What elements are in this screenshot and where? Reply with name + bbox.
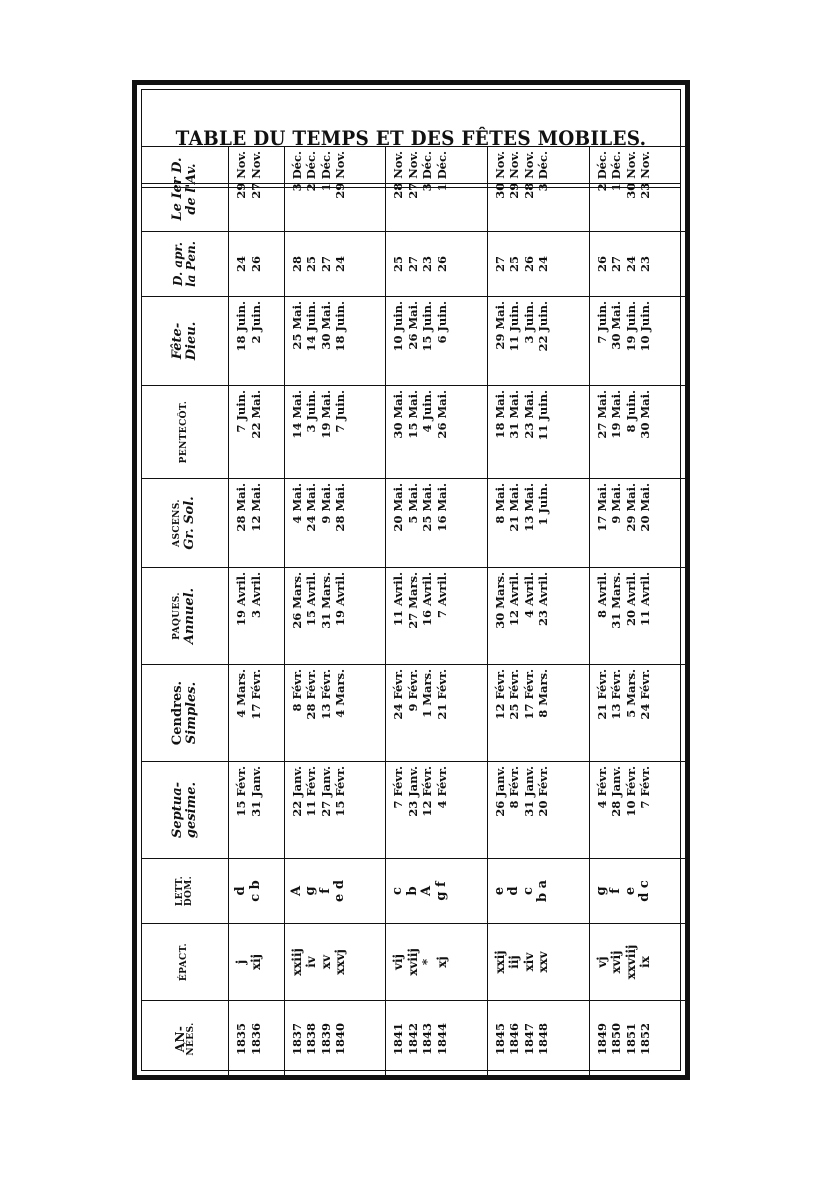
dim-apres-pent-value: 25 xyxy=(391,256,406,273)
fete-dieu-value: 7 Juin. xyxy=(594,301,609,344)
cendres-value: 24 Févr. xyxy=(638,669,653,720)
letter-cell xyxy=(386,859,488,924)
premier-avent-value: 28 Nov. xyxy=(521,151,536,199)
paques-value: 31 Mars. xyxy=(609,572,624,629)
epact-value: iv xyxy=(304,956,319,968)
cendres-value: 17 Févr. xyxy=(521,669,536,720)
paques-value: 27 Mars. xyxy=(405,572,420,629)
epact-value: xv xyxy=(318,954,333,970)
letter-cell xyxy=(487,859,589,924)
premier-avent-value: 1 Déc. xyxy=(434,151,449,192)
fete-dieu-value: 29 Mai. xyxy=(492,301,507,350)
ascension-cell xyxy=(229,479,285,568)
ascension-value: 9 Mai. xyxy=(318,483,333,524)
fete-dieu-value: 25 Mai. xyxy=(289,301,304,350)
premier-avent-value: 3 Déc. xyxy=(536,151,551,192)
ascension-value: 20 Mai. xyxy=(391,483,406,532)
septuagesime-value: 31 Janv. xyxy=(521,766,536,817)
year-value: 1836 xyxy=(248,1023,263,1056)
septuagesime-value: 22 Janv. xyxy=(289,766,304,817)
paques-cell xyxy=(229,568,285,665)
epact-cell xyxy=(229,924,285,1001)
header-fete-line1: Fête- xyxy=(170,322,186,360)
year-cell xyxy=(386,1001,488,1078)
pentecote-value: 15 Mai. xyxy=(405,390,420,439)
septuagesime-value: 4 Févr. xyxy=(594,766,609,809)
fete-dieu-value: 10 Juin. xyxy=(638,301,653,352)
paques-value: 23 Avril. xyxy=(536,572,551,626)
septuagesime-cell xyxy=(229,762,285,859)
paques-value: 30 Mars. xyxy=(492,572,507,629)
table-row xyxy=(284,147,386,1078)
fete-dieu-value: 22 Juin. xyxy=(536,301,551,352)
header-paques xyxy=(142,568,229,665)
dim-apres-pent-value: 25 xyxy=(304,256,319,273)
cendres-value: 8 Févr. xyxy=(289,669,304,712)
ascension-value: 20 Mai. xyxy=(638,483,653,532)
epact-cell xyxy=(589,924,690,1001)
pentecote-value: 26 Mai. xyxy=(434,390,449,439)
septuagesime-value: 28 Janv. xyxy=(609,766,624,817)
ascension-value: 29 Mai. xyxy=(623,483,638,532)
pentecote-value: 3 Juin. xyxy=(304,390,319,433)
dim-apres-pent-cell xyxy=(386,232,488,297)
dim-apres-pent-cell xyxy=(487,232,589,297)
septuagesime-value: 15 Févr. xyxy=(333,766,348,817)
year-value: 1839 xyxy=(318,1023,333,1056)
year-value: 1845 xyxy=(492,1023,507,1056)
pentecote-value: 19 Mai. xyxy=(609,390,624,439)
ascension-cell xyxy=(284,479,386,568)
paques-cell xyxy=(487,568,589,665)
header-annees-line1: AN- xyxy=(172,1025,187,1053)
cendres-value: 5 Mars. xyxy=(623,669,638,718)
letter-value: f xyxy=(317,888,333,894)
pentecote-value: 7 Juin. xyxy=(234,390,248,433)
epact-value: j xyxy=(234,959,248,965)
year-value: 1846 xyxy=(507,1023,522,1056)
septuagesime-value: 11 Févr. xyxy=(304,766,319,817)
letter-value: d c xyxy=(637,880,653,902)
fete-dieu-cell xyxy=(284,297,386,386)
header-paq-line2: Annuel. xyxy=(181,587,197,645)
septuagesime-cell xyxy=(589,762,690,859)
paques-value: 16 Avril. xyxy=(420,572,435,626)
dim-apres-pent-value: 26 xyxy=(594,256,609,273)
cendres-value: 25 Févr. xyxy=(507,669,522,720)
dim-apres-pent-value: 24 xyxy=(536,256,551,273)
pentecote-value: 19 Mai. xyxy=(318,390,333,439)
letter-value: A xyxy=(419,885,435,897)
header-cend-line1: Cendres. xyxy=(170,680,186,746)
fete-dieu-value: 30 Mai. xyxy=(609,301,624,350)
premier-avent-value: 3 Déc. xyxy=(420,151,435,192)
septuagesime-value: 10 Févr. xyxy=(623,766,638,817)
dim-apres-pent-value: 27 xyxy=(492,256,507,273)
paques-cell xyxy=(589,568,690,665)
year-value: 1842 xyxy=(405,1023,420,1056)
cendres-value: 8 Mars. xyxy=(536,669,551,718)
header-fete-line2: Dieu. xyxy=(184,321,199,361)
premier-avent-value: 29 Nov. xyxy=(507,151,522,199)
rotated-table-wrapper xyxy=(142,151,690,1078)
pentecote-value: 18 Mai. xyxy=(492,390,507,439)
pentecote-value: 27 Mai. xyxy=(594,390,609,439)
cendres-cell xyxy=(386,665,488,762)
fete-dieu-cell xyxy=(229,297,285,386)
fete-dieu-cell xyxy=(589,297,690,386)
letter-value: f xyxy=(608,888,624,894)
header-sept-line2: gesime. xyxy=(184,781,199,839)
ascension-value: 25 Mai. xyxy=(420,483,435,532)
premier-avent-value: 29 Nov. xyxy=(333,151,348,199)
premier-avent-value: 3 Déc. xyxy=(289,151,304,192)
cendres-value: 17 Févr. xyxy=(248,669,263,720)
year-value: 1835 xyxy=(234,1023,248,1056)
cendres-value: 4 Mars. xyxy=(333,669,348,718)
cendres-value: 28 Févr. xyxy=(304,669,319,720)
cendres-value: 1 Mars. xyxy=(420,669,435,718)
ascension-value: 1 Juin. xyxy=(536,483,551,526)
year-cell xyxy=(284,1001,386,1078)
epact-value: xxiij xyxy=(289,948,304,976)
letter-value: d xyxy=(233,886,248,896)
premier-avent-cell xyxy=(229,147,285,232)
letter-cell xyxy=(284,859,386,924)
septuagesime-value: 7 Févr. xyxy=(638,766,653,809)
header-lettre-dom xyxy=(142,859,229,924)
paques-value: 19 Avril. xyxy=(234,572,248,626)
fete-dieu-value: 18 Juin. xyxy=(333,301,348,352)
table-holder xyxy=(142,151,690,1078)
septuagesime-value: 23 Janv. xyxy=(405,766,420,817)
letter-value: b xyxy=(404,886,420,896)
letter-cell xyxy=(589,859,690,924)
cendres-cell xyxy=(284,665,386,762)
pentecote-cell xyxy=(284,386,386,479)
header-dapr-line1: D. apr. xyxy=(171,242,186,286)
header-annees-line2: NÉES. xyxy=(185,1022,196,1056)
table-row xyxy=(589,147,690,1078)
septuagesime-value: 7 Févr. xyxy=(391,766,406,809)
ascension-value: 5 Mai. xyxy=(405,483,420,524)
letter-cell xyxy=(229,859,285,924)
epact-value: xxij xyxy=(492,950,507,974)
premier-avent-value: 1 Déc. xyxy=(609,151,624,192)
cendres-value: 13 Févr. xyxy=(609,669,624,720)
header-pent-label: PENTECÔT. xyxy=(179,400,190,464)
epact-value: xxv xyxy=(536,951,551,973)
septuagesime-cell xyxy=(284,762,386,859)
cendres-value: 24 Févr. xyxy=(391,669,406,720)
cendres-value: 21 Févr. xyxy=(434,669,449,720)
premier-avent-value: 2 Déc. xyxy=(304,151,319,192)
pentecote-value: 23 Mai. xyxy=(521,390,536,439)
pentecote-value: 31 Mai. xyxy=(507,390,522,439)
year-value: 1841 xyxy=(391,1023,406,1056)
letter-value: c xyxy=(390,887,406,895)
header-dapr-line2: la Pen. xyxy=(184,241,198,287)
cendres-value: 21 Févr. xyxy=(594,669,609,720)
table-row xyxy=(487,147,589,1078)
ascension-cell xyxy=(487,479,589,568)
epact-value: iij xyxy=(507,955,522,969)
letter-value: c b xyxy=(247,880,263,902)
paques-value: 11 Avril. xyxy=(391,572,406,626)
ascension-value: 24 Mai. xyxy=(304,483,319,532)
fete-dieu-value: 6 Juin. xyxy=(434,301,449,344)
dim-apres-pent-value: 23 xyxy=(638,256,653,273)
septuagesime-cell xyxy=(386,762,488,859)
dim-apres-pent-value: 27 xyxy=(609,256,624,273)
pentecote-value: 22 Mai. xyxy=(248,390,263,439)
dim-apres-pent-cell xyxy=(284,232,386,297)
header-avent-line1: Le Ier D. xyxy=(170,157,186,221)
year-value: 1838 xyxy=(304,1023,319,1056)
header-paq-line1: PAQUES. xyxy=(172,592,183,640)
header-epact-label: ÉPACT. xyxy=(179,942,190,982)
year-value: 1849 xyxy=(594,1023,609,1056)
fete-dieu-value: 18 Juin. xyxy=(234,301,248,352)
paques-value: 19 Avril. xyxy=(333,572,348,626)
header-avent-line2: de l'Av. xyxy=(184,163,199,215)
pentecote-value: 14 Mai. xyxy=(289,390,304,439)
paques-cell xyxy=(386,568,488,665)
header-septuagesime xyxy=(142,762,229,859)
premier-avent-value: 30 Nov. xyxy=(492,151,507,199)
cendres-cell xyxy=(589,665,690,762)
fete-dieu-value: 26 Mai. xyxy=(405,301,420,350)
pentecote-value: 7 Juin. xyxy=(333,390,348,433)
dim-apres-pent-value: 27 xyxy=(318,256,333,273)
fete-dieu-cell xyxy=(386,297,488,386)
epact-value: xiv xyxy=(521,952,536,972)
septuagesime-value: 20 Févr. xyxy=(536,766,551,817)
epact-value: vj xyxy=(594,956,609,968)
header-asc-line2: Gr. Sol. xyxy=(181,496,197,550)
dim-apres-pent-value: 24 xyxy=(333,256,348,273)
premier-avent-value: 30 Nov. xyxy=(623,151,638,199)
letter-value: g xyxy=(593,886,609,896)
epact-value: * xyxy=(420,958,435,966)
epact-value: xviij xyxy=(405,948,420,976)
premier-avent-value: 28 Nov. xyxy=(391,151,406,199)
ascension-cell xyxy=(386,479,488,568)
epact-value: xxvj xyxy=(333,949,348,975)
header-lettre-line2: DOM. xyxy=(184,875,194,907)
letter-value: g f xyxy=(433,881,449,901)
fete-dieu-cell xyxy=(487,297,589,386)
letter-value: d xyxy=(506,886,522,896)
page-title: TABLE DU TEMPS ET DES FÊTES MOBILES. xyxy=(175,126,647,150)
premier-avent-value: 29 Nov. xyxy=(234,151,248,199)
epact-cell xyxy=(284,924,386,1001)
header-lettre-line1: LETT. xyxy=(174,875,185,907)
dim-apres-pent-value: 26 xyxy=(521,256,536,273)
fete-dieu-value: 3 Juin. xyxy=(521,301,536,344)
pentecote-value: 8 Juin. xyxy=(623,390,638,433)
pentecote-cell xyxy=(229,386,285,479)
ascension-value: 16 Mai. xyxy=(434,483,449,532)
header-fete-dieu xyxy=(142,297,229,386)
pentecote-cell xyxy=(589,386,690,479)
cendres-value: 13 Févr. xyxy=(318,669,333,720)
premier-avent-cell xyxy=(386,147,488,232)
ascension-value: 21 Mai. xyxy=(507,483,522,532)
septuagesime-value: 4 Févr. xyxy=(434,766,449,809)
header-cend-line2: Simples. xyxy=(184,681,199,745)
premier-avent-value: 23 Nov. xyxy=(638,151,653,199)
premier-avent-cell xyxy=(284,147,386,232)
ascension-cell xyxy=(589,479,690,568)
fete-dieu-value: 30 Mai. xyxy=(318,301,333,350)
dim-apres-pent-value: 25 xyxy=(507,256,522,273)
ascension-value: 8 Mai. xyxy=(492,483,507,524)
year-cell xyxy=(229,1001,285,1078)
fete-dieu-value: 11 Juin. xyxy=(507,301,522,352)
cendres-value: 9 Févr. xyxy=(405,669,420,712)
septuagesime-value: 8 Févr. xyxy=(507,766,522,809)
premier-avent-cell xyxy=(487,147,589,232)
paques-value: 7 Avril. xyxy=(434,572,449,618)
year-cell xyxy=(487,1001,589,1078)
epact-value: xj xyxy=(434,956,449,968)
paques-value: 12 Avril. xyxy=(507,572,522,626)
ascension-value: 9 Mai. xyxy=(609,483,624,524)
year-cell xyxy=(589,1001,690,1078)
year-value: 1847 xyxy=(521,1023,536,1056)
ascension-value: 13 Mai. xyxy=(521,483,536,532)
letter-value: A xyxy=(288,885,304,897)
ascension-value: 17 Mai. xyxy=(594,483,609,532)
header-annees xyxy=(142,1001,229,1078)
pentecote-value: 30 Mai. xyxy=(638,390,653,439)
table-body xyxy=(229,147,691,1078)
letter-value: e xyxy=(491,886,507,896)
dim-apres-pent-value: 26 xyxy=(248,256,263,273)
header-premier-avent xyxy=(142,147,229,232)
septuagesime-value: 12 Févr. xyxy=(420,766,435,817)
epact-cell xyxy=(386,924,488,1001)
letter-value: b a xyxy=(535,879,551,903)
premier-avent-value: 1 Déc. xyxy=(318,151,333,192)
table-row xyxy=(386,147,488,1078)
epact-value: xij xyxy=(248,953,263,971)
epact-value: xxviij xyxy=(623,944,638,980)
pentecote-cell xyxy=(487,386,589,479)
ascension-value: 12 Mai. xyxy=(248,483,263,532)
septuagesime-value: 26 Janv. xyxy=(492,766,507,817)
fete-dieu-value: 14 Juin. xyxy=(304,301,319,352)
pentecote-value: 30 Mai. xyxy=(391,390,406,439)
paques-value: 8 Avril. xyxy=(594,572,609,618)
dim-apres-pent-value: 24 xyxy=(623,256,638,273)
ascension-value: 28 Mai. xyxy=(333,483,348,532)
header-pentecote xyxy=(142,386,229,479)
septuagesime-value: 27 Janv. xyxy=(318,766,333,817)
table-row xyxy=(229,147,285,1078)
table-frame xyxy=(132,80,690,1080)
movable-feasts-table xyxy=(142,146,690,1078)
header-cendres xyxy=(142,665,229,762)
epact-value: xvij xyxy=(609,950,624,974)
fete-dieu-value: 19 Juin. xyxy=(623,301,638,352)
fete-dieu-value: 2 Juin. xyxy=(248,301,263,344)
pentecote-cell xyxy=(386,386,488,479)
fete-dieu-value: 10 Juin. xyxy=(391,301,406,352)
letter-value: e xyxy=(622,886,638,896)
year-value: 1851 xyxy=(623,1023,638,1056)
letter-value: c xyxy=(520,887,536,895)
paques-value: 11 Avril. xyxy=(638,572,653,626)
premier-avent-value: 27 Nov. xyxy=(405,151,420,199)
paques-value: 4 Avril. xyxy=(521,572,536,618)
cendres-value: 12 Févr. xyxy=(492,669,507,720)
year-value: 1850 xyxy=(609,1023,624,1056)
header-epact xyxy=(142,924,229,1001)
pentecote-value: 4 Juin. xyxy=(420,390,435,433)
dim-apres-pent-cell xyxy=(589,232,690,297)
table-inner-border xyxy=(141,89,681,1071)
fete-dieu-value: 15 Juin. xyxy=(420,301,435,352)
paques-value: 31 Mars. xyxy=(318,572,333,629)
dim-apres-pent-value: 27 xyxy=(405,256,420,273)
year-value: 1840 xyxy=(333,1023,348,1056)
header-sept-line1: Septua- xyxy=(170,781,186,839)
cendres-cell xyxy=(487,665,589,762)
paques-value: 20 Avril. xyxy=(623,572,638,626)
dim-apres-pent-cell xyxy=(229,232,285,297)
year-value: 1852 xyxy=(638,1023,653,1056)
dim-apres-pent-value: 23 xyxy=(420,256,435,273)
header-asc-line1: ASCENS. xyxy=(172,499,183,547)
premier-avent-value: 2 Déc. xyxy=(594,151,609,192)
letter-value: e d xyxy=(332,880,348,902)
paques-cell xyxy=(284,568,386,665)
header-row xyxy=(142,147,229,1078)
header-dim-apres-pentecote xyxy=(142,232,229,297)
epact-value: vij xyxy=(391,954,406,970)
paques-value: 15 Avril. xyxy=(304,572,319,626)
premier-avent-value: 27 Nov. xyxy=(248,151,263,199)
premier-avent-cell xyxy=(589,147,690,232)
septuagesime-value: 31 Janv. xyxy=(248,766,263,817)
header-ascension xyxy=(142,479,229,568)
year-value: 1843 xyxy=(420,1023,435,1056)
cendres-value: 4 Mars. xyxy=(234,669,248,718)
letter-value: g xyxy=(303,886,319,896)
epact-cell xyxy=(487,924,589,1001)
cendres-cell xyxy=(229,665,285,762)
year-value: 1844 xyxy=(434,1023,449,1056)
pentecote-value: 11 Juin. xyxy=(536,390,551,441)
dim-apres-pent-value: 26 xyxy=(434,256,449,273)
septuagesime-value: 15 Févr. xyxy=(234,766,248,817)
paques-value: 26 Mars. xyxy=(289,572,304,629)
ascension-value: 28 Mai. xyxy=(234,483,248,532)
septuagesime-cell xyxy=(487,762,589,859)
paques-value: 3 Avril. xyxy=(248,572,263,618)
epact-value: ix xyxy=(638,956,653,968)
year-value: 1837 xyxy=(289,1023,304,1056)
year-value: 1848 xyxy=(536,1023,551,1056)
dim-apres-pent-value: 24 xyxy=(234,256,248,273)
dim-apres-pent-value: 28 xyxy=(289,256,304,273)
ascension-value: 4 Mai. xyxy=(289,483,304,524)
